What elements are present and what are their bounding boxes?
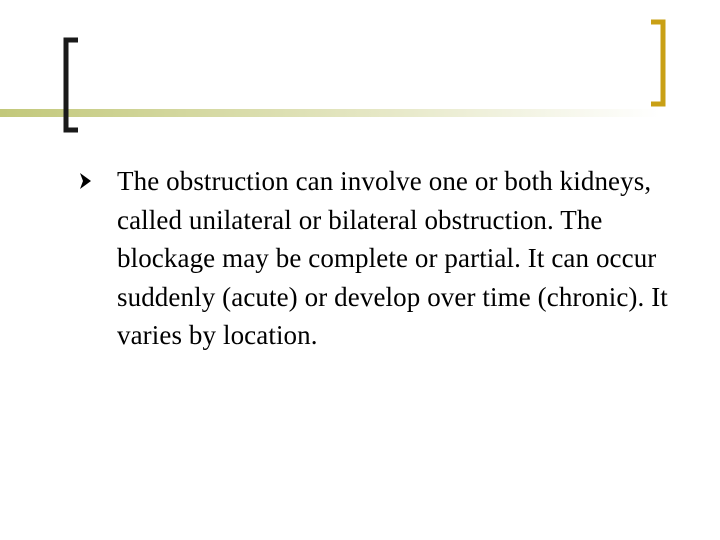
- right-bracket-decoration: [651, 22, 663, 104]
- bullet-item: [80, 162, 680, 355]
- arrowhead-bullet-icon: [80, 162, 117, 194]
- bullet-text: The obstruction can involve one or both kidneys, called unilateral or bilateral obstruction. The blockage may be complete or partial. It can occur suddenly (acute) or develop over time (chronic). It varies by location.: [117, 166, 668, 350]
- title-rule: [0, 109, 660, 117]
